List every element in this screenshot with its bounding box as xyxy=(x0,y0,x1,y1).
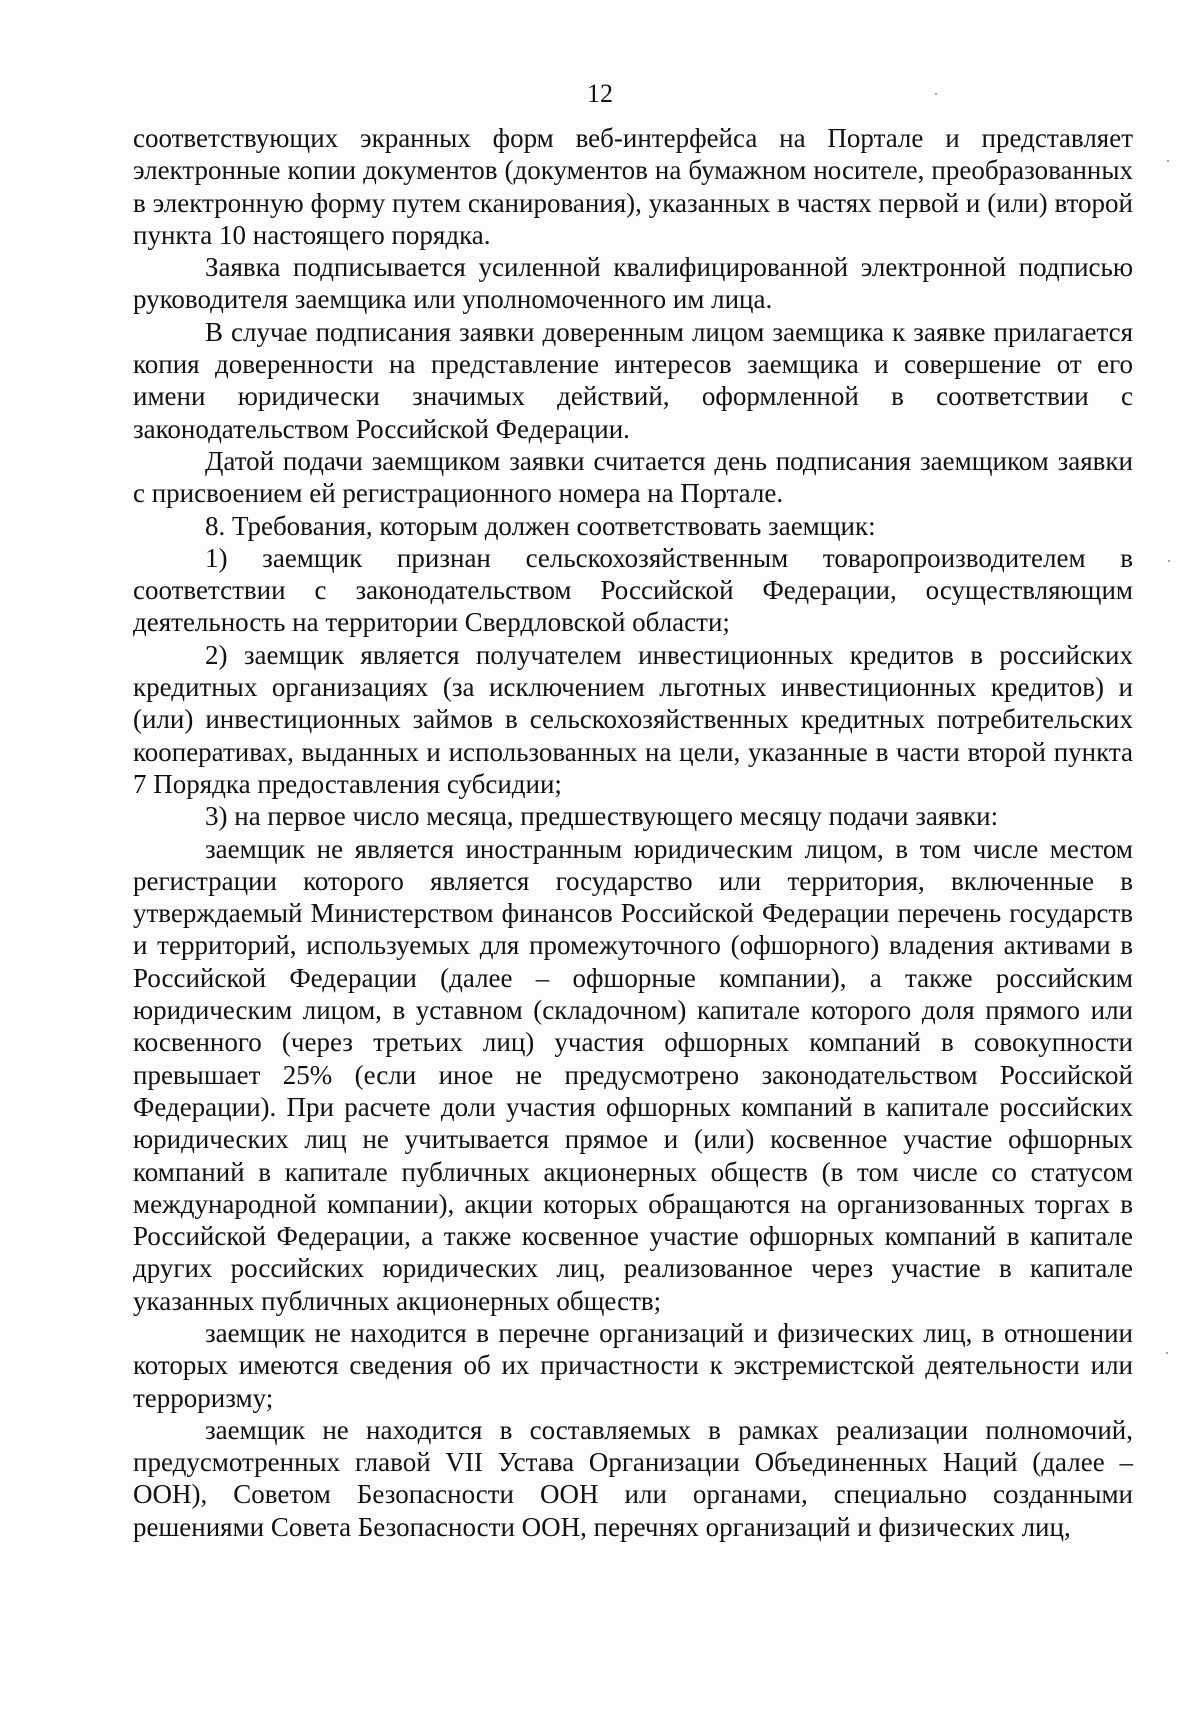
paragraph-section-8-heading: 8. Требования, которым должен соответствовать заемщик: xyxy=(205,510,876,541)
scan-speck xyxy=(1166,1352,1168,1354)
paragraph-signature: Заявка подписывается усиленной квалифицированной электронной подписью руководителя заемщика или уполномоченного им лица. xyxy=(133,252,1133,315)
document-body xyxy=(133,122,1133,1543)
paragraph-submission-date: Датой подачи заемщиком заявки считается день подписания заемщиком заявки с присвоением ей регистрационного номера на Портале. xyxy=(133,445,1133,509)
scan-speck xyxy=(935,93,937,95)
paragraph-requirement-2: 2) заемщик является получателем инвестиционных кредитов в российских кредитных организациях (за исключением льготных инвестиционных кредитов) и (или) инвестиционных займов в сельскохозяйственных кредитных потребительских кооперативах, выданных и использованных на цели, указанные в части второй пункта 7 Порядка предоставления субсидии; xyxy=(133,639,1133,799)
paragraph-extremism-list: заемщик не находится в перечне организаций и физических лиц, в отношении которых имеются сведения об их причастности к экстремистской деятельности или терроризму; xyxy=(133,1317,1133,1413)
scan-speck xyxy=(1168,560,1170,562)
scan-speck xyxy=(1167,160,1169,162)
paragraph-un-sanctions: заемщик не находится в составляемых в рамках реализации полномочий, предусмотренных главой VII Устава Организации Объединенных Наций (далее – ООН), Советом Безопасности ООН или органами, специально созданными решениями Совета Безопасности ООН, перечнях организаций и физических лиц, xyxy=(133,1414,1133,1542)
paragraph-requirement-3: 3) на первое число месяца, предшествующего месяцу подачи заявки: xyxy=(205,801,999,832)
paragraph-continuation: соответствующих экранных форм веб-интерфейса на Портале и представляет электронные копии документов (документов на бумажном носителе, преобразованных в электронную форму путем сканирования), указанных в частях первой и (или) второй пункта 10 настоящего порядка. xyxy=(133,123,1133,250)
paragraph-offshore-companies: заемщик не является иностранным юридическим лицом, в том числе местом регистрации которого является государство или территория, включенные в утверждаемый Министерством финансов Российской Федерации перечень государств и территорий, используемых для промежуточного (офшорного) владения активами в Российской Федерации (далее – офшорные компании), а также российским юридическим лицом, в уставном (складочном) капитале которого доля прямого или косвенного (через третьих лиц) участия офшорных компаний в совокупности превышает 25% (если иное не предусмотрено законодательством Российской Федерации). При расчете доли участия офшорных компаний в капитале российских юридических лиц не учитывается прямое и (или) косвенное участие офшорных компаний в капитале публичных акционерных обществ (в том числе со статусом международной компании), акции которых обращаются на организованных торгах в Российской Федерации, а также косвенное участие офшорных компаний в капитале других российских юридических лиц, реализованное через участие в капитале указанных публичных акционерных обществ; xyxy=(133,833,1133,1316)
page-number: 12 xyxy=(587,79,613,108)
paragraph-power-of-attorney: В случае подписания заявки доверенным лицом заемщика к заявке прилагается копия доверенности на представление интересов заемщика и совершение от его имени юридически значимых действий, оформленной в соответствии с законодательством Российской Федерации. xyxy=(133,316,1133,444)
paragraph-requirement-1: 1) заемщик признан сельскохозяйственным товаропроизводителем в соответствии с законодательством Российской Федерации, осуществляющим деятельность на территории Свердловской области; xyxy=(133,542,1133,638)
